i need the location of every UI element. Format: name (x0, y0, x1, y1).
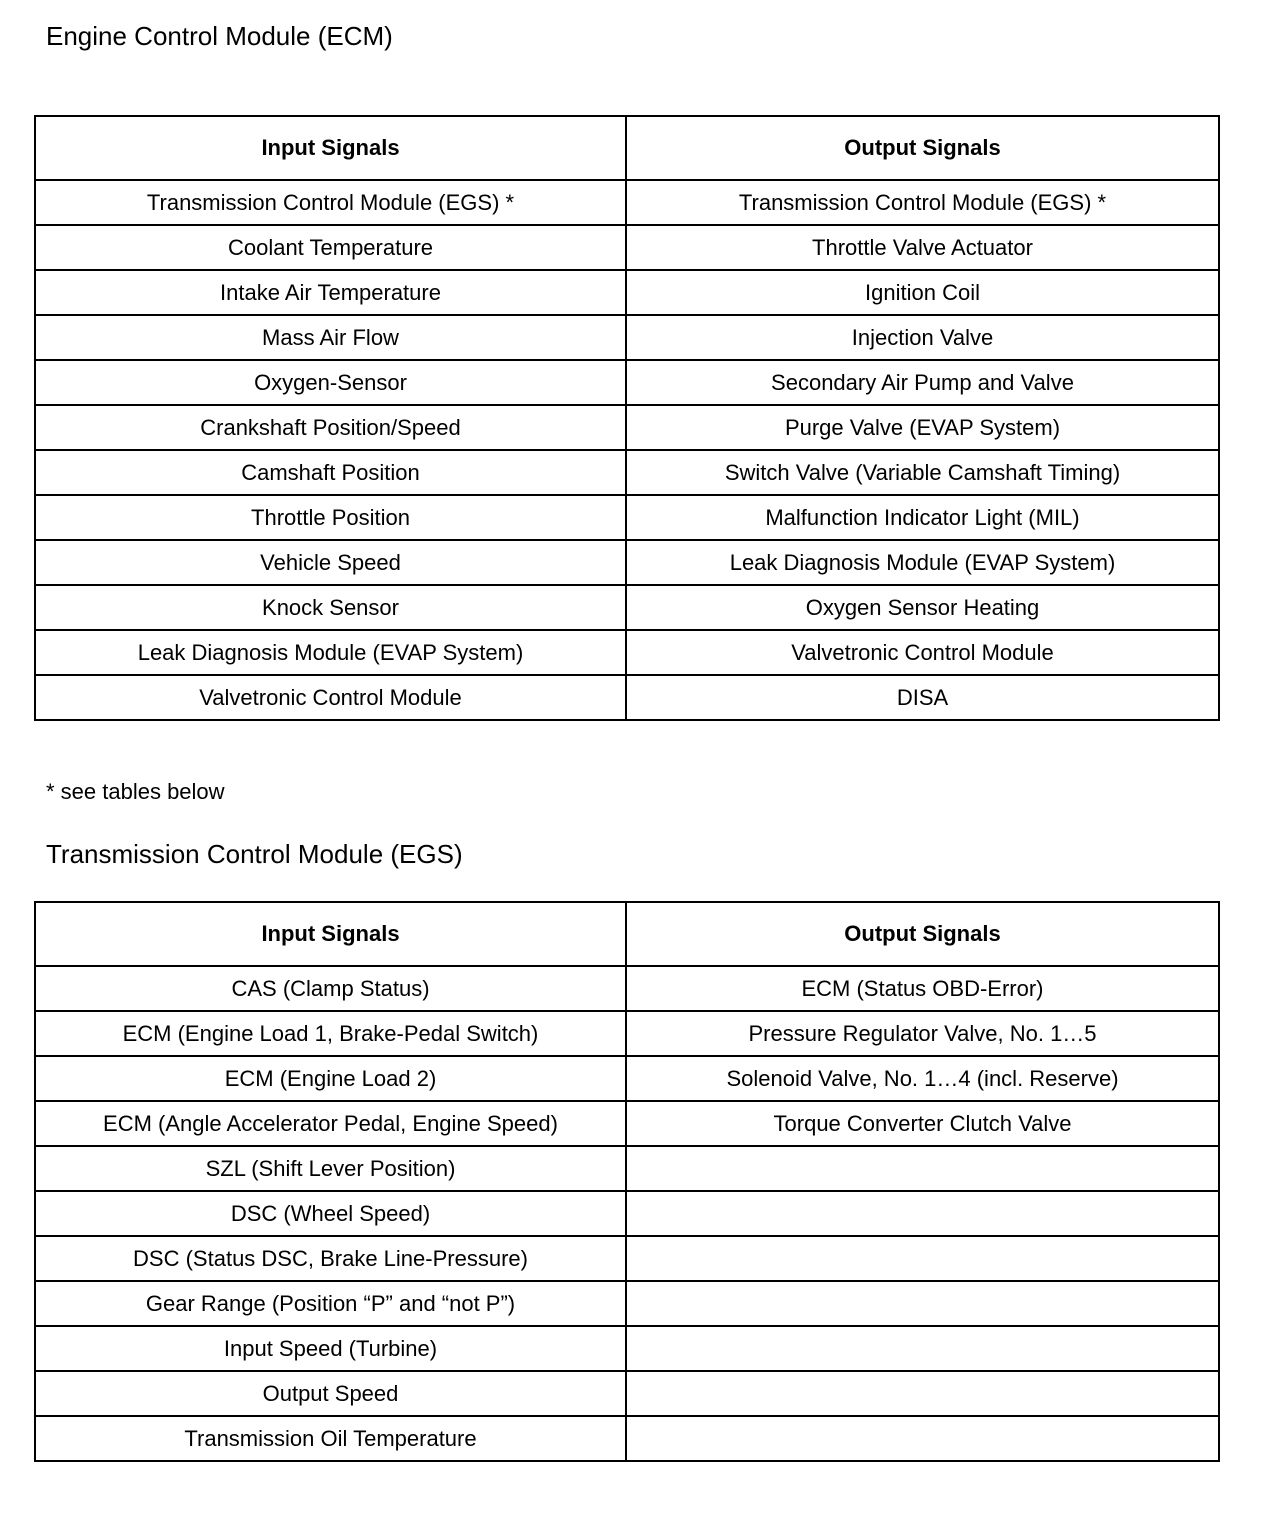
table-row (35, 585, 1219, 630)
output-signal-cell: Valvetronic Control Module (626, 630, 1219, 675)
input-signal-cell: CAS (Clamp Status) (35, 966, 626, 1011)
output-signal-cell: Pressure Regulator Valve, No. 1…5 (626, 1011, 1219, 1056)
input-signal-cell: ECM (Engine Load 2) (35, 1056, 626, 1101)
input-signal-cell: DSC (Wheel Speed) (35, 1191, 626, 1236)
table-row (35, 1011, 1219, 1056)
output-signal-cell: DISA (626, 675, 1219, 720)
table-row (35, 1371, 1219, 1416)
output-signal-cell: Secondary Air Pump and Valve (626, 360, 1219, 405)
table-row (35, 360, 1219, 405)
input-signal-cell: Gear Range (Position “P” and “not P”) (35, 1281, 626, 1326)
input-signal-cell: SZL (Shift Lever Position) (35, 1146, 626, 1191)
output-signals-header: Output Signals (626, 116, 1219, 180)
output-signal-cell: Ignition Coil (626, 270, 1219, 315)
output-signals-header: Output Signals (626, 902, 1219, 966)
table-row (35, 1146, 1219, 1191)
input-signal-cell: DSC (Status DSC, Brake Line-Pressure) (35, 1236, 626, 1281)
table-row (35, 495, 1219, 540)
input-signal-cell: Knock Sensor (35, 585, 626, 630)
table-row (35, 180, 1219, 225)
table-row (35, 1236, 1219, 1281)
input-signal-cell: Input Speed (Turbine) (35, 1326, 626, 1371)
input-signal-cell: Transmission Control Module (EGS) * (35, 180, 626, 225)
output-signal-cell: Purge Valve (EVAP System) (626, 405, 1219, 450)
table-row (35, 405, 1219, 450)
egs-section-title: Transmission Control Module (EGS) (46, 839, 463, 869)
output-signal-cell: Switch Valve (Variable Camshaft Timing) (626, 450, 1219, 495)
output-signal-cell: Malfunction Indicator Light (MIL) (626, 495, 1219, 540)
input-signal-cell: Output Speed (35, 1371, 626, 1416)
input-signals-header: Input Signals (35, 902, 626, 966)
table-row (35, 450, 1219, 495)
input-signals-header: Input Signals (35, 116, 626, 180)
table-row (35, 315, 1219, 360)
output-signal-cell: Transmission Control Module (EGS) * (626, 180, 1219, 225)
input-signal-cell: ECM (Angle Accelerator Pedal, Engine Speed) (35, 1101, 626, 1146)
table-row (35, 225, 1219, 270)
output-signal-cell (626, 1371, 1219, 1416)
output-signal-cell (626, 1416, 1219, 1461)
ecm-signals-table (34, 115, 1220, 721)
input-signal-cell: Camshaft Position (35, 450, 626, 495)
input-signal-cell: Coolant Temperature (35, 225, 626, 270)
output-signal-cell (626, 1326, 1219, 1371)
table-row (35, 675, 1219, 720)
output-signal-cell: ECM (Status OBD-Error) (626, 966, 1219, 1011)
table-row (35, 1101, 1219, 1146)
table-row (35, 270, 1219, 315)
output-signal-cell (626, 1281, 1219, 1326)
table-row (35, 630, 1219, 675)
footnote: * see tables below (46, 779, 225, 804)
table-row (35, 1191, 1219, 1236)
output-signal-cell: Solenoid Valve, No. 1…4 (incl. Reserve) (626, 1056, 1219, 1101)
output-signal-cell: Leak Diagnosis Module (EVAP System) (626, 540, 1219, 585)
input-signal-cell: Valvetronic Control Module (35, 675, 626, 720)
input-signal-cell: Throttle Position (35, 495, 626, 540)
table-row (35, 1281, 1219, 1326)
ecm-section-title: Engine Control Module (ECM) (46, 21, 393, 51)
output-signal-cell: Oxygen Sensor Heating (626, 585, 1219, 630)
input-signal-cell: Leak Diagnosis Module (EVAP System) (35, 630, 626, 675)
table-row (35, 1326, 1219, 1371)
egs-signals-table (34, 901, 1220, 1462)
input-signal-cell: ECM (Engine Load 1, Brake-Pedal Switch) (35, 1011, 626, 1056)
output-signal-cell: Injection Valve (626, 315, 1219, 360)
input-signal-cell: Mass Air Flow (35, 315, 626, 360)
table-header-row (35, 902, 1219, 966)
output-signal-cell (626, 1146, 1219, 1191)
table-header-row (35, 116, 1219, 180)
table-row (35, 1416, 1219, 1461)
output-signal-cell (626, 1236, 1219, 1281)
output-signal-cell (626, 1191, 1219, 1236)
output-signal-cell: Throttle Valve Actuator (626, 225, 1219, 270)
table-row (35, 966, 1219, 1011)
output-signal-cell: Torque Converter Clutch Valve (626, 1101, 1219, 1146)
input-signal-cell: Oxygen-Sensor (35, 360, 626, 405)
input-signal-cell: Intake Air Temperature (35, 270, 626, 315)
input-signal-cell: Vehicle Speed (35, 540, 626, 585)
input-signal-cell: Crankshaft Position/Speed (35, 405, 626, 450)
table-row (35, 540, 1219, 585)
input-signal-cell: Transmission Oil Temperature (35, 1416, 626, 1461)
table-row (35, 1056, 1219, 1101)
